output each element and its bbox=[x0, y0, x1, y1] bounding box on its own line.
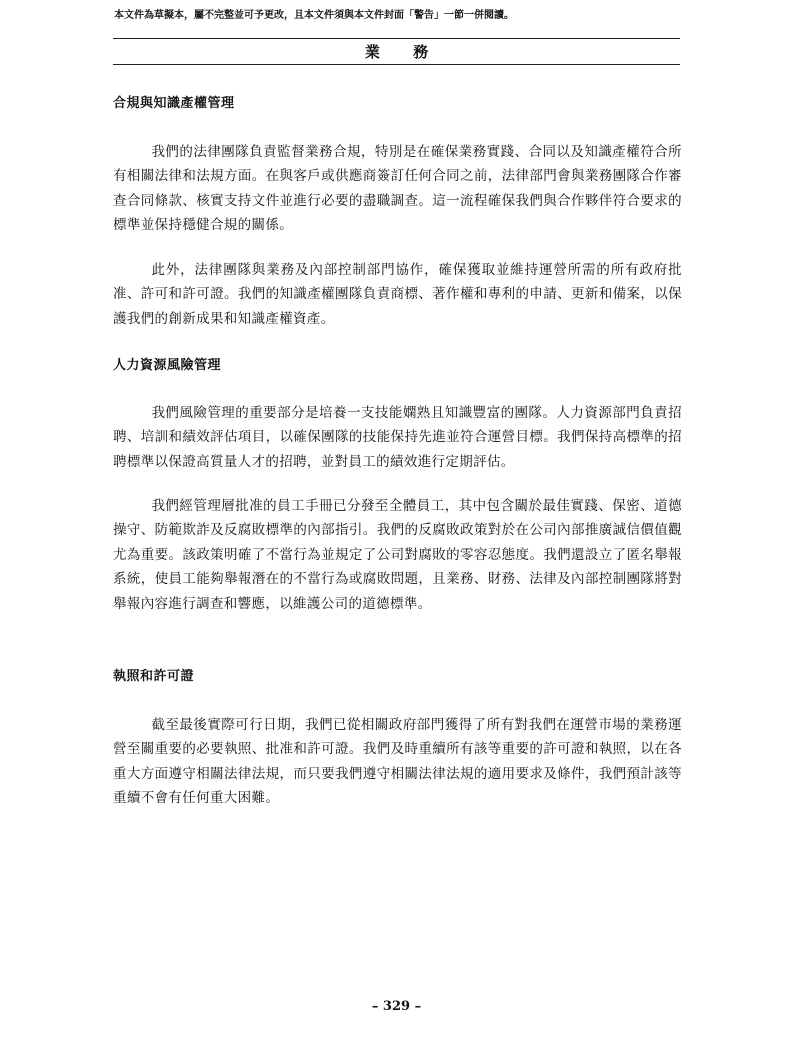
paragraph-hr-2: 我們經管理層批准的員工手冊已分發至全體員工，其中包含關於最佳實踐、保密、道德操守、防範欺詐及反腐敗標準的內部指引。我們的反腐敗政策對於在公司內部推廣誠信價值觀尤為重要。該政策明確了不當行為並規定了公司對腐敗的零容忍態度。我們還設立了匿名舉報系統，使員工能夠舉報潛在的不當行為或腐敗問題，且業務、財務、法律及內部控制團隊將對舉報內容進行調查和響應，以維護公司的道德標準。 bbox=[113, 498, 682, 612]
paragraph-compliance-1: 我們的法律團隊負責監督業務合規，特別是在確保業務實踐、合同以及知識產權符合所有相關法律和法規方面。在與客戶或供應商簽訂任何合同之前，法律部門會與業務團隊合作審查合同條款、核實支持文件並進行必要的盡職調查。這一流程確保我們與合作夥伴符合要求的標準並保持穩健合規的關係。 bbox=[113, 144, 682, 234]
paragraph-hr-1: 我們風險管理的重要部分是培養一支技能嫻熟且知識豐富的團隊。人力資源部門負責招聘、培訓和績效評估項目，以確保團隊的技能保持先進並符合運營目標。我們保持高標準的招聘標準以保證高質量人才的招聘，並對員工的績效進行定期評估。 bbox=[113, 405, 682, 470]
header-top-rule bbox=[113, 38, 680, 39]
heading-licenses: 執照和許可證 bbox=[113, 669, 195, 684]
draft-disclaimer: 本文件為草擬本，屬不完整並可予更改，且本文件須與本文件封面「警告」一節一併閱讀。 bbox=[114, 10, 514, 21]
section-title: 業 務 bbox=[364, 43, 443, 61]
paragraph-compliance-2: 此外，法律團隊與業務及內部控制部門協作，確保獲取並維持運營所需的所有政府批准、許可和許可證。我們的知識產權團隊負責商標、著作權和專利的申請、更新和備案，以保護我們的創新成果和知識產權資產。 bbox=[113, 262, 682, 327]
header-bottom-rule bbox=[113, 64, 680, 65]
heading-hr-risk: 人力資源風險管理 bbox=[113, 358, 222, 373]
page-number: – 329 – bbox=[371, 999, 422, 1014]
paragraph-licenses-1: 截至最後實際可行日期，我們已從相關政府部門獲得了所有對我們在運營市場的業務運營至關重要的必要執照、批准和許可證。我們及時重續所有該等重要的許可證和執照，以在各重大方面遵守相關法律法規，而只要我們遵守相關法律法規的適用要求及條件，我們預計該等重續不會有任何重大困難。 bbox=[113, 717, 682, 807]
heading-compliance-ip: 合規與知識產權管理 bbox=[113, 96, 235, 111]
